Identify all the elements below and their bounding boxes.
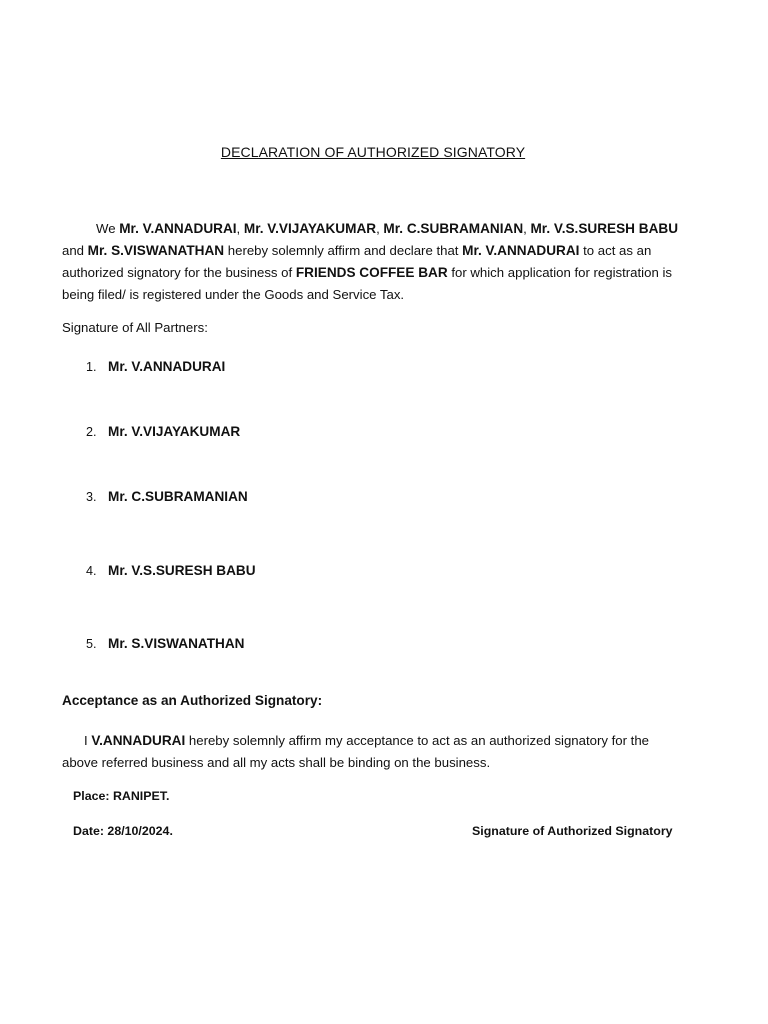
declaration-name-5: Mr. S.VISWANATHAN — [87, 243, 225, 258]
declaration-signatory: Mr. V.ANNADURAI — [462, 243, 580, 258]
declaration-text-1: hereby solemnly affirm and declare that — [224, 243, 463, 258]
declaration-separator: , — [236, 221, 244, 236]
partner-name: Mr. V.S.SURESH BABU — [108, 563, 256, 578]
acceptance-heading: Acceptance as an Authorized Signatory: — [62, 693, 323, 708]
declaration-separator: , — [523, 221, 531, 236]
declaration-text-3: for which application for registration is being filed/ is registered under the Goods and Service Tax. — [62, 265, 672, 302]
partner-number: 1. — [86, 360, 97, 374]
partner-item — [86, 563, 256, 578]
partner-name: Mr. C.SUBRAMANIAN — [108, 489, 248, 504]
authorized-signature-label: Signature of Authorized Signatory — [472, 824, 673, 838]
date-line: Date: 28/10/2024. — [73, 824, 173, 838]
partner-number: 2. — [86, 425, 97, 439]
declaration-we: We — [96, 221, 120, 236]
declaration-name-4: Mr. V.S.SURESH BABU — [530, 221, 679, 236]
partner-item — [86, 359, 225, 374]
partner-name: Mr. S.VISWANATHAN — [108, 636, 245, 651]
partner-number: 4. — [86, 564, 97, 578]
declaration-paragraph — [62, 218, 687, 306]
declaration-separator: , — [376, 221, 384, 236]
document-title: DECLARATION OF AUTHORIZED SIGNATORY — [220, 144, 526, 160]
declaration-name-1: Mr. V.ANNADURAI — [119, 221, 237, 236]
partner-number: 3. — [86, 490, 97, 504]
partner-item — [86, 424, 240, 439]
declaration-text-2: to act as an authorized signatory for the business of — [62, 243, 652, 280]
declaration-business: FRIENDS COFFEE BAR — [295, 265, 448, 280]
signature-of-partners-label: Signature of All Partners: — [62, 320, 208, 335]
declaration-name-3: Mr. C.SUBRAMANIAN — [383, 221, 524, 236]
partner-name: Mr. V.VIJAYAKUMAR — [108, 424, 241, 439]
acceptance-text: hereby solemnly affirm my acceptance to act as an authorized signatory for the above referred business and all my acts shall be binding on the business. — [62, 733, 650, 770]
partner-number: 5. — [86, 637, 97, 651]
place-line: Place: RANIPET. — [73, 789, 170, 803]
acceptance-paragraph — [62, 730, 687, 774]
acceptance-name: V.ANNADURAI — [91, 733, 186, 748]
acceptance-i: I — [84, 733, 92, 748]
partner-name: Mr. V.ANNADURAI — [108, 359, 226, 374]
declaration-name-2: Mr. V.VIJAYAKUMAR — [243, 221, 377, 236]
partner-item — [86, 636, 244, 651]
declaration-and: and — [62, 243, 88, 258]
partner-item — [86, 489, 248, 504]
